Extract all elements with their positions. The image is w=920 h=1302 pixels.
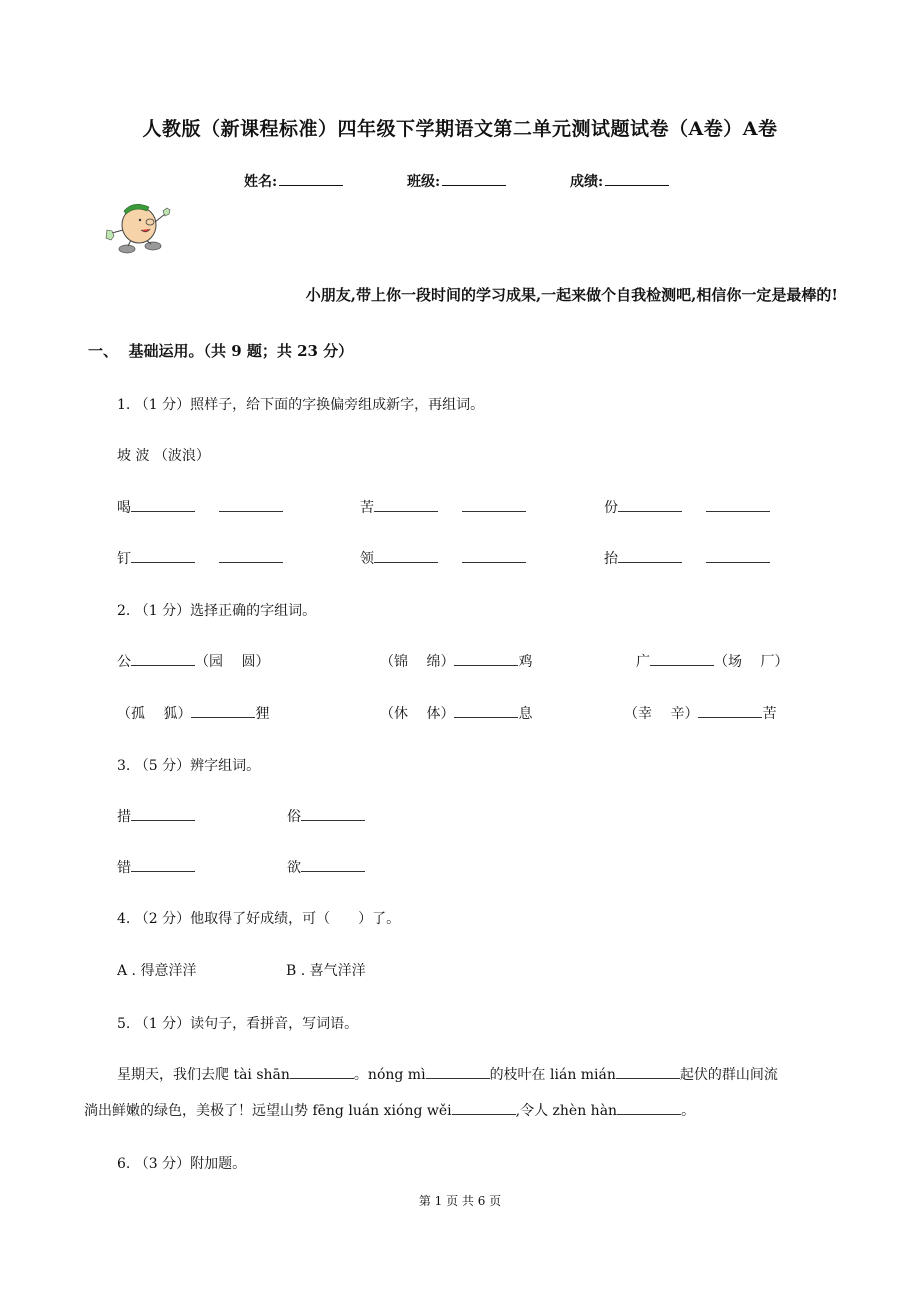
q1-char: 领 [360,551,374,567]
q2-suffix: （场 厂） [714,654,789,670]
q2-prefix: 广 [636,654,650,670]
name-field[interactable] [244,171,343,191]
answer-blank[interactable] [454,705,518,718]
q3-stem: 3. （5 分）辨字组词。 [117,758,261,774]
answer-blank[interactable] [706,499,770,512]
q1-example: 坡 波 （波浪） [117,448,210,464]
q2-prefix: （孤 狐） [117,706,192,722]
q1-item [604,548,770,568]
class-label: 班级: [407,174,441,190]
answer-blank[interactable] [616,1066,680,1079]
q5-text: 星期天，我们去爬 tài shān [117,1067,290,1083]
answer-blank[interactable] [650,653,714,666]
q3-char: 俗 [287,809,301,825]
q5-line-2 [84,1100,695,1120]
q5-text: 淌出鲜嫩的绿色，美极了！远望山势 fēng luán xióng wěi [84,1103,452,1119]
score-blank[interactable] [605,171,669,186]
q3-item [287,857,365,877]
q3-item [117,857,195,877]
answer-blank[interactable] [131,550,195,563]
intro-text: 小朋友,带上你一段时间的学习成果,一起来做个自我检测吧,相信你一定是最棒的! [305,286,838,304]
q5-text: 的枝叶在 lián mián [489,1067,616,1083]
q1-stem: 1. （1 分）照样子，给下面的字换偏旁组成新字，再组词。 [117,397,485,413]
q2-suffix: 鸡 [518,654,533,670]
q2-suffix: 狸 [255,706,270,722]
q1-char: 抬 [604,551,618,567]
q3-item [117,806,195,826]
page-footer: 第 1 页 共 6 页 [418,1194,502,1208]
section-title: 基础运用。（共 9 题；共 23 分） [128,342,354,360]
q2-item [117,703,269,723]
class-field[interactable] [407,171,506,191]
score-field[interactable] [570,171,669,191]
class-blank[interactable] [442,171,506,186]
q2-suffix: 息 [518,706,533,722]
answer-blank[interactable] [462,499,526,512]
answer-blank[interactable] [131,499,195,512]
q1-item [360,548,526,568]
q2-suffix: 苦 [762,706,777,722]
answer-blank[interactable] [219,499,283,512]
answer-blank[interactable] [131,808,195,821]
q1-item [117,548,283,568]
page-title: 人教版（新课程标准）四年级下学期语文第二单元测试题试卷（A卷）A卷 [142,118,778,140]
section-number: 一、 [88,342,119,360]
q1-char: 喝 [117,500,131,516]
q1-item [360,497,526,517]
answer-blank[interactable] [374,550,438,563]
q2-item [380,703,532,723]
q5-text: 。 [681,1103,696,1119]
q1-item [604,497,770,517]
q2-item [380,651,532,671]
q2-item [636,651,788,671]
answer-blank[interactable] [131,859,195,872]
q2-stem: 2. （1 分）选择正确的字组词。 [117,603,317,619]
q2-prefix: （幸 辛） [624,706,699,722]
answer-blank[interactable] [131,653,195,666]
q2-prefix: 公 [117,654,131,670]
q4-option-a[interactable]: A . 得意洋洋 [117,963,197,979]
answer-blank[interactable] [426,1066,490,1079]
q3-char: 欲 [287,860,301,876]
q5-text: 。nóng mì [353,1067,426,1083]
section-heading [88,340,353,361]
q2-prefix: （休 体） [380,706,455,722]
q2-suffix: （园 圆） [195,654,270,670]
answer-blank[interactable] [290,1066,354,1079]
q1-char: 苦 [360,500,374,516]
q1-char: 钉 [117,551,131,567]
name-blank[interactable] [279,171,343,186]
answer-blank[interactable] [301,808,365,821]
q4-option-b[interactable]: B . 喜气洋洋 [286,963,366,979]
name-label: 姓名: [244,174,278,190]
answer-blank[interactable] [191,705,255,718]
answer-blank[interactable] [462,550,526,563]
q2-prefix: （锦 绵） [380,654,455,670]
q2-item [117,651,269,671]
q3-item [287,806,365,826]
answer-blank[interactable] [706,550,770,563]
answer-blank[interactable] [618,499,682,512]
q5-text: ,令人 zhèn hàn [515,1103,618,1119]
q1-item [117,497,283,517]
answer-blank[interactable] [617,1102,681,1115]
answer-blank[interactable] [618,550,682,563]
mascot-illustration [97,197,187,263]
q3-char: 错 [117,860,131,876]
answer-blank[interactable] [698,705,762,718]
answer-blank[interactable] [452,1102,516,1115]
q3-char: 措 [117,809,131,825]
q6-stem: 6. （3 分）附加题。 [117,1156,247,1172]
q4-stem: 4. （2 分）他取得了好成绩，可（ ）了。 [117,911,401,927]
q5-text: 起伏的群山间流 [679,1067,778,1083]
score-label: 成绩: [570,174,604,190]
q5-stem: 5. （1 分）读句子，看拼音，写词语。 [117,1016,359,1032]
answer-blank[interactable] [454,653,518,666]
answer-blank[interactable] [219,550,283,563]
answer-blank[interactable] [301,859,365,872]
q5-line-1 [117,1064,778,1084]
q1-char: 份 [604,500,618,516]
answer-blank[interactable] [374,499,438,512]
q2-item [624,703,776,723]
